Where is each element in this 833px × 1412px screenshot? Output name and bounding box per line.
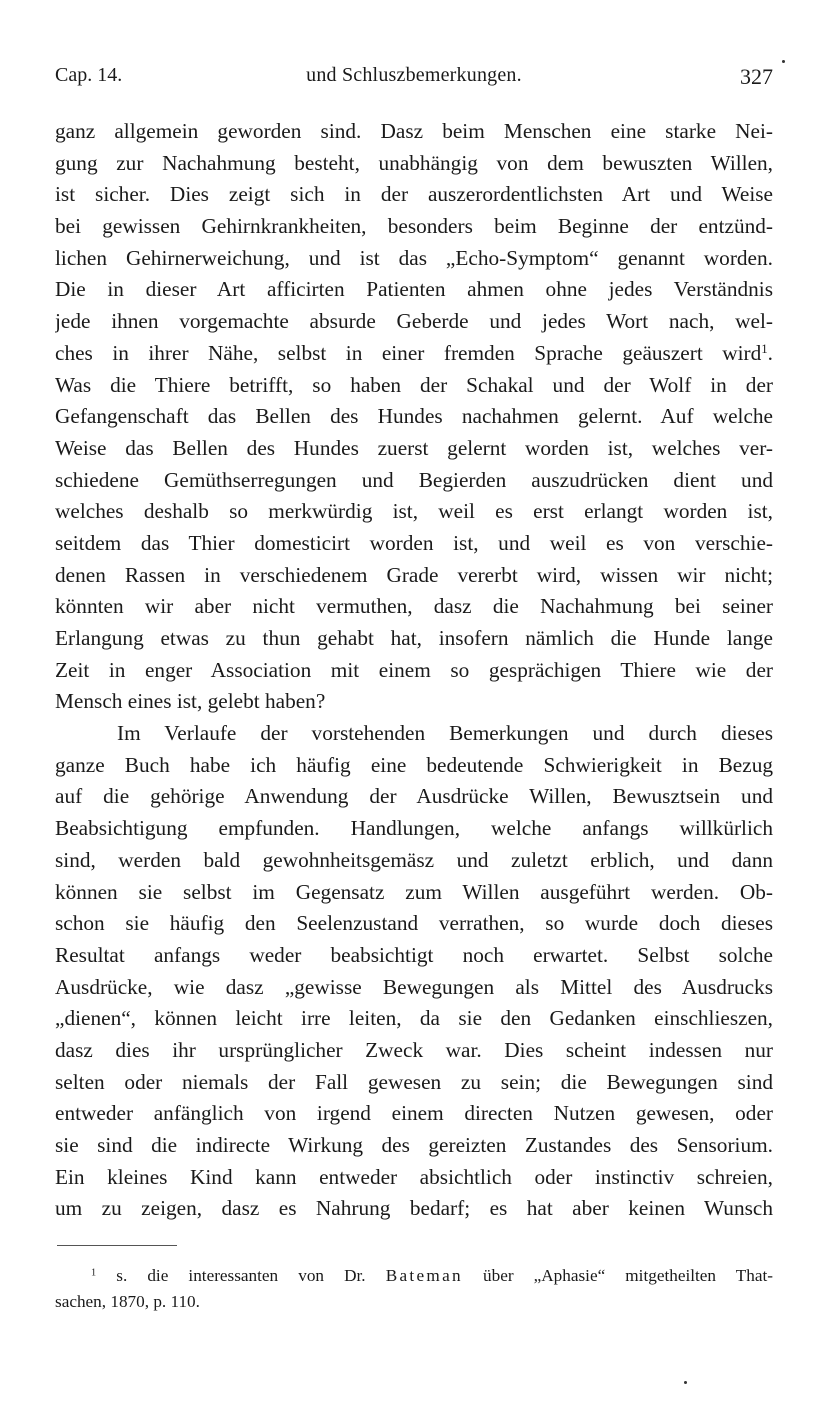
text-line: seitdem das Thier domesticirt worden ist, und weil es von verschie- bbox=[55, 530, 773, 555]
paragraph-end-line: Mensch eines ist, gelebt haben? bbox=[55, 689, 326, 714]
footnote-divider bbox=[57, 1245, 177, 1246]
text-line: gung zur Nachahmung besteht, unabhängig von dem bewuszten Willen, bbox=[55, 150, 773, 175]
text-line: sind, werden bald gewohnheitsgemäsz und zuletzt erblich, und dann bbox=[55, 847, 773, 872]
text-line: ist sicher. Dies zeigt sich in der auszerordentlichsten Art und Weise bbox=[55, 182, 773, 207]
footnote bbox=[55, 1263, 773, 1314]
text-line: schiedene Gemüthserregungen und Begierden auszudrücken dient und bbox=[55, 467, 773, 492]
text-line: jede ihnen vorgemachte absurde Geberde und jedes Wort nach, wel- bbox=[55, 309, 773, 334]
text-line: Ausdrücke, wie dasz „gewisse Bewegungen als Mittel des Ausdrucks bbox=[55, 974, 773, 999]
text-line: können sie selbst im Gegensatz zum Willen ausgeführt werden. Ob- bbox=[55, 879, 773, 904]
text-line: auf die gehörige Anwendung der Ausdrücke Willen, Bewusztsein und bbox=[55, 784, 773, 809]
paper-speck bbox=[684, 1381, 687, 1384]
footnote-reference: 1 bbox=[761, 341, 768, 356]
text-line: ganz allgemein geworden sind. Dasz beim Menschen eine starke Nei- bbox=[55, 119, 773, 143]
text-line: denen Rassen in verschiedenem Grade vererbt wird, wissen wir nicht; bbox=[55, 562, 773, 587]
running-header bbox=[55, 64, 773, 94]
running-title: und Schluszbemerkungen. bbox=[306, 64, 522, 86]
footnote-text-end: über „Aphasie“ mitgetheilten That- bbox=[483, 1266, 773, 1285]
text-line: „dienen“, können leicht irre leiten, da sie den Gedanken einschlieszen, bbox=[55, 1006, 773, 1031]
text-line-content: ches in ihrer Nähe, selbst in einer fremden Sprache geäuszert wird bbox=[55, 340, 762, 365]
text-line: welches deshalb so merkwürdig ist, weil es erst erlangt worden ist, bbox=[55, 499, 773, 524]
text-line: um zu zeigen, dasz es Nahrung bedarf; es hat aber keinen Wunsch bbox=[55, 1196, 773, 1221]
paragraph-start-line: Im Verlaufe der vorstehenden Bemerkungen und durch dieses bbox=[117, 721, 773, 746]
footnote-text-start: s. die interessanten von Dr. bbox=[116, 1266, 366, 1285]
text-line: dasz dies ihr ursprünglicher Zweck war. Dies scheint indessen nur bbox=[55, 1037, 773, 1062]
footnote-line bbox=[55, 1263, 773, 1289]
text-line: könnten wir aber nicht vermuthen, dasz die Nachahmung bei seiner bbox=[55, 594, 773, 619]
text-line: entweder anfänglich von irgend einem directen Nutzen gewesen, oder bbox=[55, 1101, 773, 1126]
text-line-with-footnote-ref: ches in ihrer Nähe, selbst in einer fremden Sprache geäuszert wird$^1$. bbox=[55, 340, 773, 365]
footnote-marker: 1 bbox=[91, 1267, 97, 1279]
text-line: selten oder niemals der Fall gewesen zu sein; die Bewegungen sind bbox=[55, 1069, 773, 1094]
paper-speck bbox=[782, 60, 785, 63]
main-text bbox=[55, 116, 773, 1225]
footnote-line: sachen, 1870, p. 110. bbox=[55, 1291, 200, 1311]
text-line: bei gewissen Gehirnkrankheiten, besonders beim Beginne der entzünd- bbox=[55, 214, 773, 239]
chapter-label: Cap. 14. bbox=[55, 64, 123, 86]
text-line: Erlangung etwas zu thun gehabt hat, insofern nämlich die Hunde lange bbox=[55, 626, 773, 650]
text-line: Beabsichtigung empfunden. Handlungen, welche anfangs willkürlich bbox=[55, 816, 773, 841]
text-line: Resultat anfangs weder beabsichtigt noch erwartet. Selbst solche bbox=[55, 942, 773, 967]
page-number: 327 bbox=[740, 64, 773, 89]
text-line: Weise das Bellen des Hundes zuerst gelernt worden ist, welches ver- bbox=[55, 435, 773, 460]
text-line: Was die Thiere betrifft, so haben der Schakal und der Wolf in der bbox=[55, 372, 773, 397]
text-line: Gefangenschaft das Bellen des Hundes nachahmen gelernt. Auf welche bbox=[55, 404, 773, 429]
text-line: sie sind die indirecte Wirkung des gereizten Zustandes des Sensorium. bbox=[55, 1133, 773, 1157]
text-line: schon sie häufig den Seelenzustand verrathen, so wurde doch dieses bbox=[55, 911, 773, 936]
footnote-author-name: Bateman bbox=[385, 1266, 463, 1285]
text-line: Ein kleines Kind kann entweder absichtlich oder instinctiv schreien, bbox=[55, 1164, 773, 1189]
text-line: Zeit in enger Association mit einem so gesprächigen Thiere wie der bbox=[55, 657, 773, 682]
text-line: ganze Buch habe ich häufig eine bedeutende Schwierigkeit in Bezug bbox=[55, 752, 773, 777]
text-line: Die in dieser Art afficirten Patienten ahmen ohne jedes Verständnis bbox=[55, 277, 773, 302]
text-line: lichen Gehirnerweichung, und ist das „Echo-Symptom“ genannt worden. bbox=[55, 245, 773, 270]
